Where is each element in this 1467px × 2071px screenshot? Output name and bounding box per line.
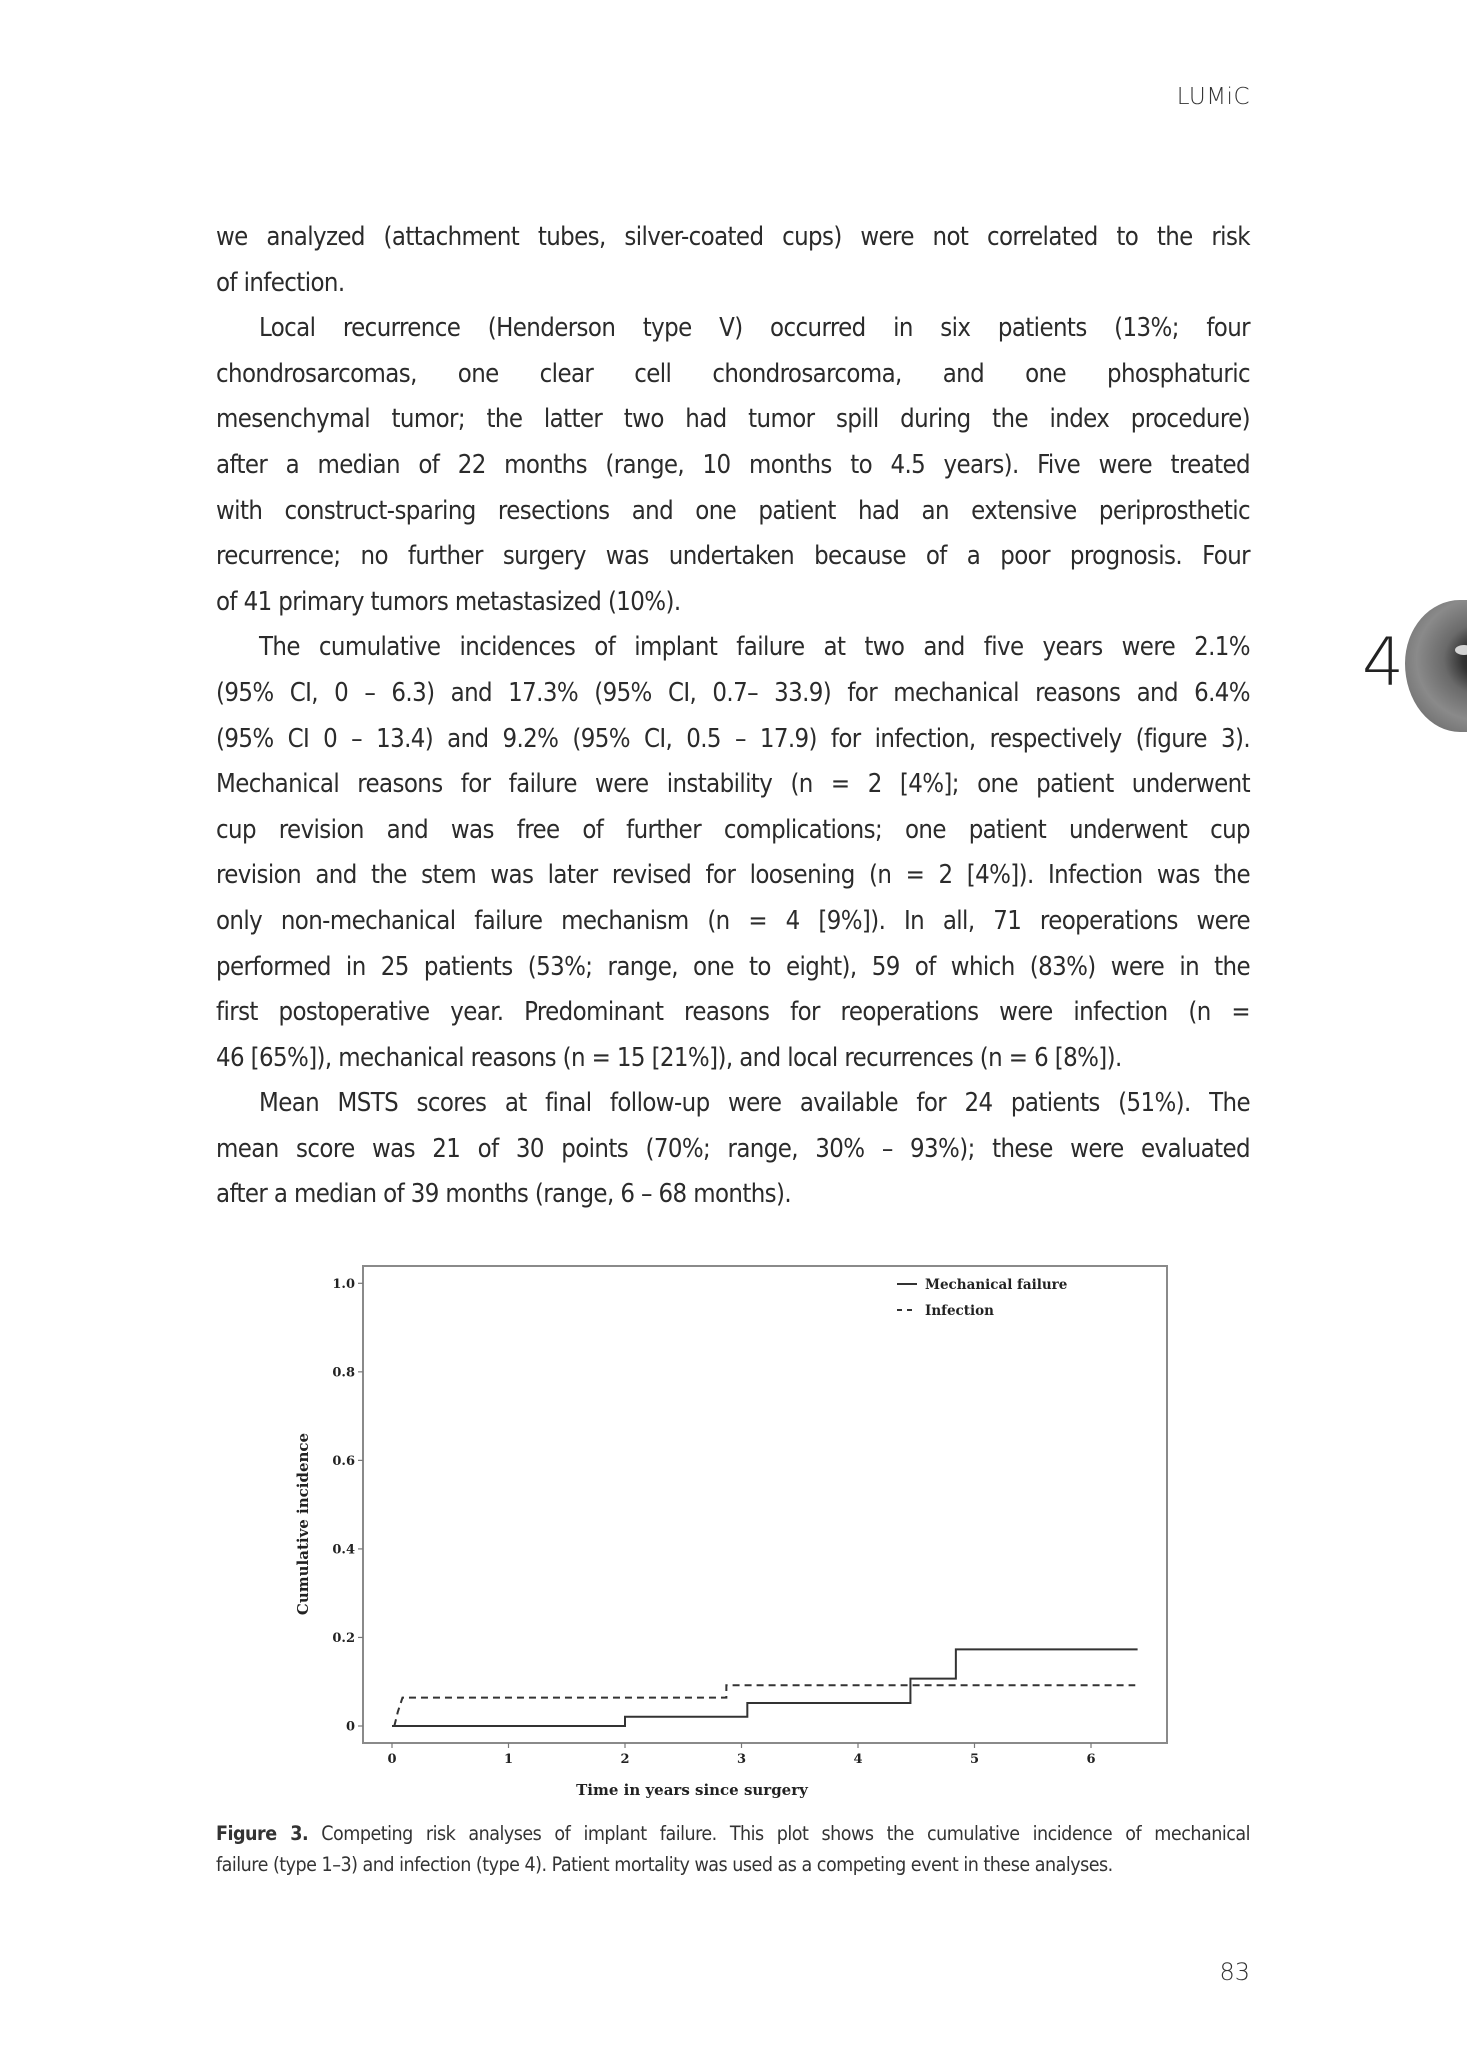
x-tick-label: 0 [387,1752,397,1767]
caption-line-1 [216,1818,1250,1849]
chapter-thumb-tab-icon [1405,600,1467,732]
series-mechanical-failure-line [392,1649,1138,1726]
text-line: (95% CI, 0 – 6.3) and 17.3% (95% CI, 0.7– 33.9) for mechanical reasons and 6.4% [216,677,1250,708]
legend-label: Infection [925,1303,994,1319]
text-line: Mean MSTS scores at final follow-up were available for 24 patients (51%). The [259,1088,1250,1119]
y-tick-label: 0.8 [332,1365,355,1381]
text-line: mean score was 21 of 30 points (70%; range, 30% – 93%); these were evaluated [216,1133,1250,1164]
x-tick-label: 4 [853,1752,863,1767]
y-tick-label: 0.2 [332,1630,355,1646]
x-tick-label: 1 [503,1752,514,1767]
series-group [392,1649,1138,1726]
page-number: 83 [1219,1958,1250,1986]
text-line: mesenchymal tumor; the latter two had tumor spill during the index procedure) [216,404,1250,435]
y-tick-label: 1.0 [332,1276,355,1292]
text-line: chondrosarcomas, one clear cell chondrosarcoma, and one phosphaturic [216,358,1250,389]
text-line: (95% CI 0 – 13.4) and 9.2% (95% CI, 0.5 – 17.9) for infection, respectively (figure 3). [216,723,1250,754]
plot-frame [363,1266,1167,1743]
x-tick-label: 2 [620,1752,630,1767]
x-axis-label: Time in years since surgery [576,1781,808,1799]
text-line: of 41 primary tumors metastasized (10%). [216,586,681,617]
y-axis [332,1277,363,1735]
x-axis [387,1743,1095,1767]
caption-label: Figure 3. [216,1822,309,1845]
legend [897,1277,1067,1319]
x-tick-label: 3 [736,1752,747,1767]
text-line: 46 [65%]), mechanical reasons (n = 15 [21%]), and local recurrences (n = 6 [8%]). [216,1042,1122,1073]
running-head: LUMiC [1176,84,1250,110]
text-line: recurrence; no further surgery was undertaken because of a poor prognosis. Four [216,541,1250,572]
text-line: of infection. [216,267,345,298]
text-line: first postoperative year. Predominant reasons for reoperations were infection (n = [216,997,1250,1028]
text-line: cup revision and was free of further complications; one patient underwent cup [216,814,1250,845]
caption-text-1: Competing risk analyses of implant failure. This plot shows the cumulative incidence of mechanical [308,1822,1250,1845]
text-line: The cumulative incidences of implant failure at two and five years were 2.1% [259,632,1250,663]
text-line: with construct-sparing resections and one patient had an extensive periprosthetic [216,495,1250,526]
series-infection-line [394,1685,1135,1726]
text-line: revision and the stem was later revised for loosening (n = 2 [4%]). Infection was the [216,860,1250,891]
y-tick-label: 0.6 [332,1453,355,1469]
chapter-number: 4 [1362,624,1404,701]
y-tick-label: 0 [345,1719,355,1735]
caption-line-2: failure (type 1–3) and infection (type 4). Patient mortality was used as a competing event in these analyses. [216,1853,1113,1876]
text-line: Local recurrence (Henderson type V) occurred in six patients (13%; four [259,313,1250,344]
cumulative-incidence-chart [280,1255,1180,1805]
text-line: Mechanical reasons for failure were instability (n = 2 [4%]; one patient underwent [216,769,1250,800]
text-line: we analyzed (attachment tubes, silver-coated cups) were not correlated to the risk [216,222,1250,252]
text-line: performed in 25 patients (53%; range, one to eight), 59 of which (83%) were in the [216,951,1250,982]
figure-caption [216,1818,1250,1880]
legend-label: Mechanical failure [925,1277,1068,1293]
text-line: after a median of 22 months (range, 10 months to 4.5 years). Five were treated [216,449,1250,480]
y-axis-label: Cumulative incidence [294,1432,312,1616]
figure-3 [280,1255,1180,1805]
body-text [216,215,1250,1218]
x-tick-label: 5 [969,1752,980,1767]
x-tick-label: 6 [1086,1752,1096,1767]
text-line: only non-mechanical failure mechanism (n = 4 [9%]). In all, 71 reoperations were [216,905,1250,936]
text-line: after a median of 39 months (range, 6 – 68 months). [216,1179,792,1210]
y-tick-label: 0.4 [332,1542,355,1558]
